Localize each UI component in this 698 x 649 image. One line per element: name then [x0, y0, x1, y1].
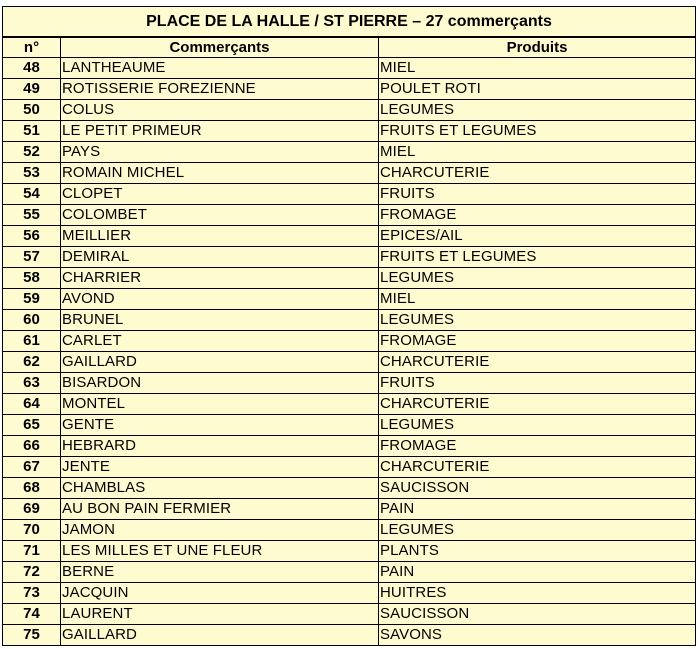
product-name: CHARCUTERIE — [379, 394, 696, 415]
row-number: 74 — [3, 604, 61, 625]
table-row — [3, 247, 696, 268]
header-product: Produits — [379, 37, 696, 58]
product-name: FRUITS ET LEGUMES — [379, 121, 696, 142]
product-name: CHARCUTERIE — [379, 352, 696, 373]
row-number: 54 — [3, 184, 61, 205]
table-row — [3, 100, 696, 121]
row-number: 53 — [3, 163, 61, 184]
row-number: 59 — [3, 289, 61, 310]
merchant-name: LAURENT — [61, 604, 379, 625]
product-name: FRUITS — [379, 373, 696, 394]
merchant-name: COLOMBET — [61, 205, 379, 226]
table-row — [3, 436, 696, 457]
title-row — [3, 7, 696, 38]
row-number: 72 — [3, 562, 61, 583]
merchant-name: MONTEL — [61, 394, 379, 415]
product-name: LEGUMES — [379, 268, 696, 289]
row-number: 60 — [3, 310, 61, 331]
row-number: 68 — [3, 478, 61, 499]
table-row — [3, 226, 696, 247]
merchant-name: CHARRIER — [61, 268, 379, 289]
header-num: n° — [3, 37, 61, 58]
table-row — [3, 331, 696, 352]
row-number: 57 — [3, 247, 61, 268]
table-row — [3, 562, 696, 583]
header-merchant: Commerçants — [61, 37, 379, 58]
product-name: LEGUMES — [379, 100, 696, 121]
table-row — [3, 205, 696, 226]
row-number: 61 — [3, 331, 61, 352]
merchant-name: ROMAIN MICHEL — [61, 163, 379, 184]
product-name: POULET ROTI — [379, 79, 696, 100]
row-number: 49 — [3, 79, 61, 100]
product-name: FRUITS ET LEGUMES — [379, 247, 696, 268]
merchant-name: DEMIRAL — [61, 247, 379, 268]
merchant-name: AU BON PAIN FERMIER — [61, 499, 379, 520]
table-row — [3, 163, 696, 184]
merchant-name: PAYS — [61, 142, 379, 163]
table-row — [3, 58, 696, 79]
product-name: FRUITS — [379, 184, 696, 205]
merchant-table-sheet — [2, 6, 695, 646]
row-number: 58 — [3, 268, 61, 289]
merchant-name: JAMON — [61, 520, 379, 541]
row-number: 51 — [3, 121, 61, 142]
row-number: 65 — [3, 415, 61, 436]
row-number: 62 — [3, 352, 61, 373]
row-number: 75 — [3, 625, 61, 646]
merchant-name: LANTHEAUME — [61, 58, 379, 79]
merchant-name: LES MILLES ET UNE FLEUR — [61, 541, 379, 562]
row-number: 73 — [3, 583, 61, 604]
table-row — [3, 394, 696, 415]
row-number: 50 — [3, 100, 61, 121]
row-number: 55 — [3, 205, 61, 226]
row-number: 66 — [3, 436, 61, 457]
product-name: FROMAGE — [379, 331, 696, 352]
merchant-name: AVOND — [61, 289, 379, 310]
table-row — [3, 352, 696, 373]
row-number: 64 — [3, 394, 61, 415]
merchant-name: BERNE — [61, 562, 379, 583]
merchant-table — [2, 6, 696, 646]
table-row — [3, 541, 696, 562]
merchant-name: HEBRARD — [61, 436, 379, 457]
row-number: 48 — [3, 58, 61, 79]
product-name: CHARCUTERIE — [379, 163, 696, 184]
product-name: LEGUMES — [379, 415, 696, 436]
merchant-name: GAILLARD — [61, 625, 379, 646]
row-number: 70 — [3, 520, 61, 541]
merchant-name: COLUS — [61, 100, 379, 121]
merchant-name: CLOPET — [61, 184, 379, 205]
table-row — [3, 184, 696, 205]
merchant-name: MEILLIER — [61, 226, 379, 247]
row-number: 71 — [3, 541, 61, 562]
product-name: FROMAGE — [379, 205, 696, 226]
merchant-name: BISARDON — [61, 373, 379, 394]
row-number: 63 — [3, 373, 61, 394]
row-number: 67 — [3, 457, 61, 478]
merchant-name: GENTE — [61, 415, 379, 436]
table-row — [3, 373, 696, 394]
row-number: 69 — [3, 499, 61, 520]
table-row — [3, 499, 696, 520]
product-name: LEGUMES — [379, 310, 696, 331]
merchant-name: CHAMBLAS — [61, 478, 379, 499]
table-row — [3, 289, 696, 310]
product-name: SAUCISSON — [379, 478, 696, 499]
product-name: MIEL — [379, 289, 696, 310]
merchant-name: ROTISSERIE FOREZIENNE — [61, 79, 379, 100]
merchant-name: LE PETIT PRIMEUR — [61, 121, 379, 142]
table-row — [3, 625, 696, 646]
product-name: PAIN — [379, 499, 696, 520]
table-row — [3, 310, 696, 331]
row-number: 52 — [3, 142, 61, 163]
table-row — [3, 79, 696, 100]
product-name: SAUCISSON — [379, 604, 696, 625]
product-name: MIEL — [379, 142, 696, 163]
product-name: EPICES/AIL — [379, 226, 696, 247]
product-name: FROMAGE — [379, 436, 696, 457]
table-row — [3, 604, 696, 625]
product-name: HUITRES — [379, 583, 696, 604]
table-row — [3, 121, 696, 142]
product-name: LEGUMES — [379, 520, 696, 541]
header-row — [3, 37, 696, 58]
product-name: SAVONS — [379, 625, 696, 646]
table-row — [3, 415, 696, 436]
merchant-name: BRUNEL — [61, 310, 379, 331]
table-row — [3, 478, 696, 499]
merchant-name: JACQUIN — [61, 583, 379, 604]
table-title: PLACE DE LA HALLE / ST PIERRE – 27 commerçants — [3, 7, 696, 38]
product-name: MIEL — [379, 58, 696, 79]
table-row — [3, 583, 696, 604]
table-row — [3, 142, 696, 163]
product-name: CHARCUTERIE — [379, 457, 696, 478]
product-name: PAIN — [379, 562, 696, 583]
merchant-name: CARLET — [61, 331, 379, 352]
merchant-name: JENTE — [61, 457, 379, 478]
table-row — [3, 268, 696, 289]
product-name: PLANTS — [379, 541, 696, 562]
table-row — [3, 457, 696, 478]
table-row — [3, 520, 696, 541]
merchant-name: GAILLARD — [61, 352, 379, 373]
row-number: 56 — [3, 226, 61, 247]
